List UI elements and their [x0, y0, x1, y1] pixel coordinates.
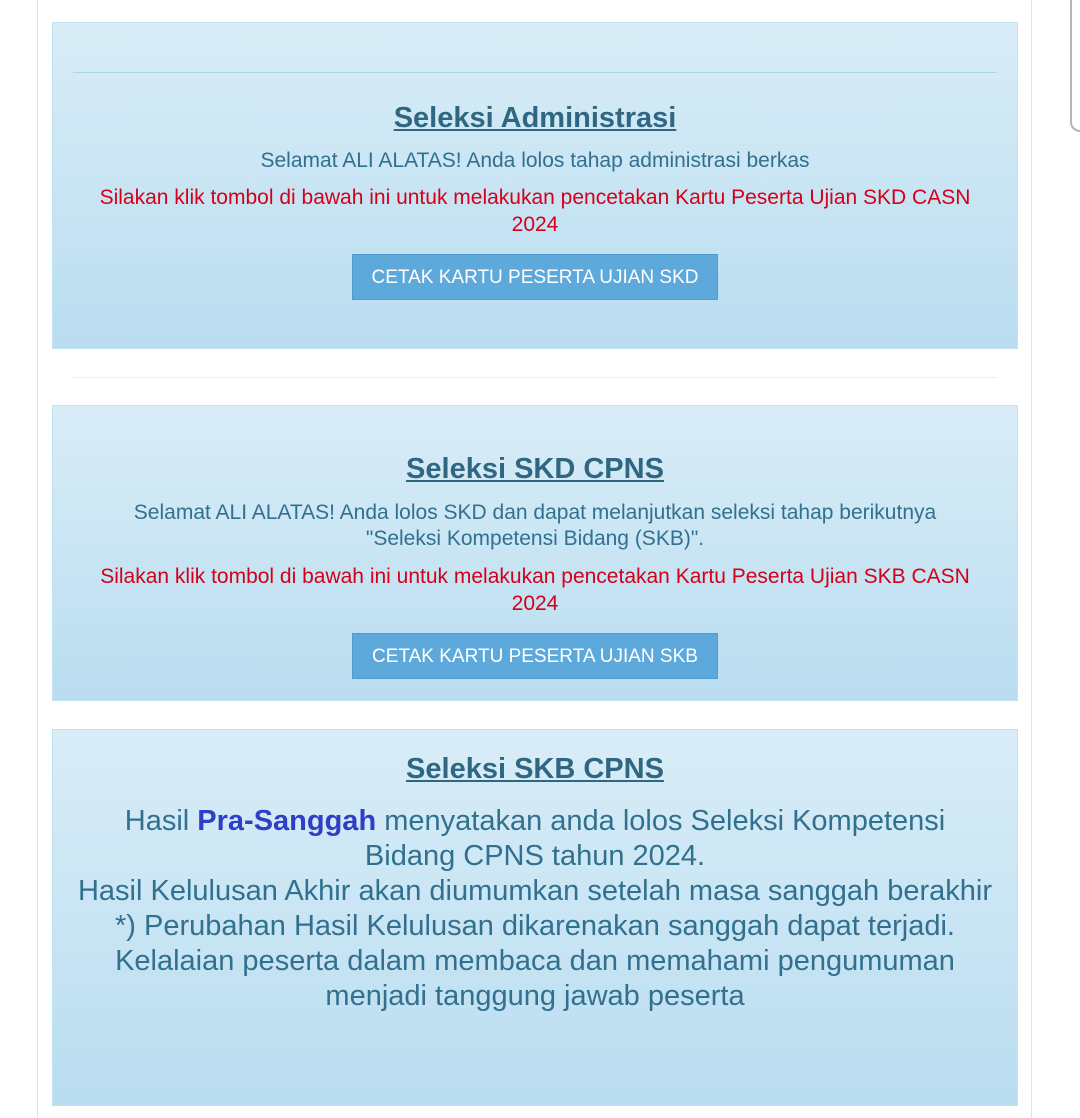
panel-seleksi-skd	[52, 405, 1018, 701]
section-separator	[73, 377, 998, 378]
skd-message: Selamat ALI ALATAS! Anda lolos SKD dan dapat melanjutkan seleksi tahap berikutnya "Seleksi Kompetensi Bidang (SKB)".	[133, 501, 937, 550]
administrasi-instruction: Silakan klik tombol di bawah ini untuk melakukan pencetakan Kartu Peserta Ujian SKD CASN 2024	[99, 186, 971, 236]
skb-result-text	[77, 804, 993, 1014]
section-title-administrasi: Seleksi Administrasi	[393, 102, 677, 134]
skb-announcement: Hasil Kelulusan Akhir akan diumumkan setelah masa sanggah berakhir	[77, 875, 992, 907]
print-skd-card-button[interactable]: CETAK KARTU PESERTA UJIAN SKD	[352, 254, 719, 300]
skd-instruction: Silakan klik tombol di bawah ini untuk melakukan pencetakan Kartu Peserta Ujian SKB CASN 2024	[100, 565, 970, 615]
print-skb-card-button[interactable]: CETAK KARTU PESERTA UJIAN SKB	[352, 633, 718, 679]
panel-divider	[73, 72, 997, 73]
skb-disclaimer: Kelalaian peserta dalam membaca dan memahami pengumuman menjadi tanggung jawab peserta	[115, 945, 955, 1012]
section-title-skd: Seleksi SKD CPNS	[406, 453, 664, 485]
administrasi-message: Selamat ALI ALATAS! Anda lolos tahap administrasi berkas	[260, 149, 810, 172]
result-suffix: menyatakan anda lolos Seleksi Kompetensi Bidang CPNS tahun 2024.	[364, 805, 946, 872]
skb-note: *) Perubahan Hasil Kelulusan dikarenakan sanggah dapat terjadi.	[115, 910, 955, 942]
scroll-indicator[interactable]	[1070, 0, 1080, 132]
section-title-skb: Seleksi SKB CPNS	[406, 753, 664, 785]
result-prefix: Hasil	[124, 805, 198, 837]
pra-sanggah-highlight: Pra-Sanggah	[197, 805, 377, 837]
panel-seleksi-skb	[52, 729, 1018, 1106]
skb-result-line	[77, 804, 993, 874]
panel-seleksi-administrasi	[52, 22, 1018, 349]
